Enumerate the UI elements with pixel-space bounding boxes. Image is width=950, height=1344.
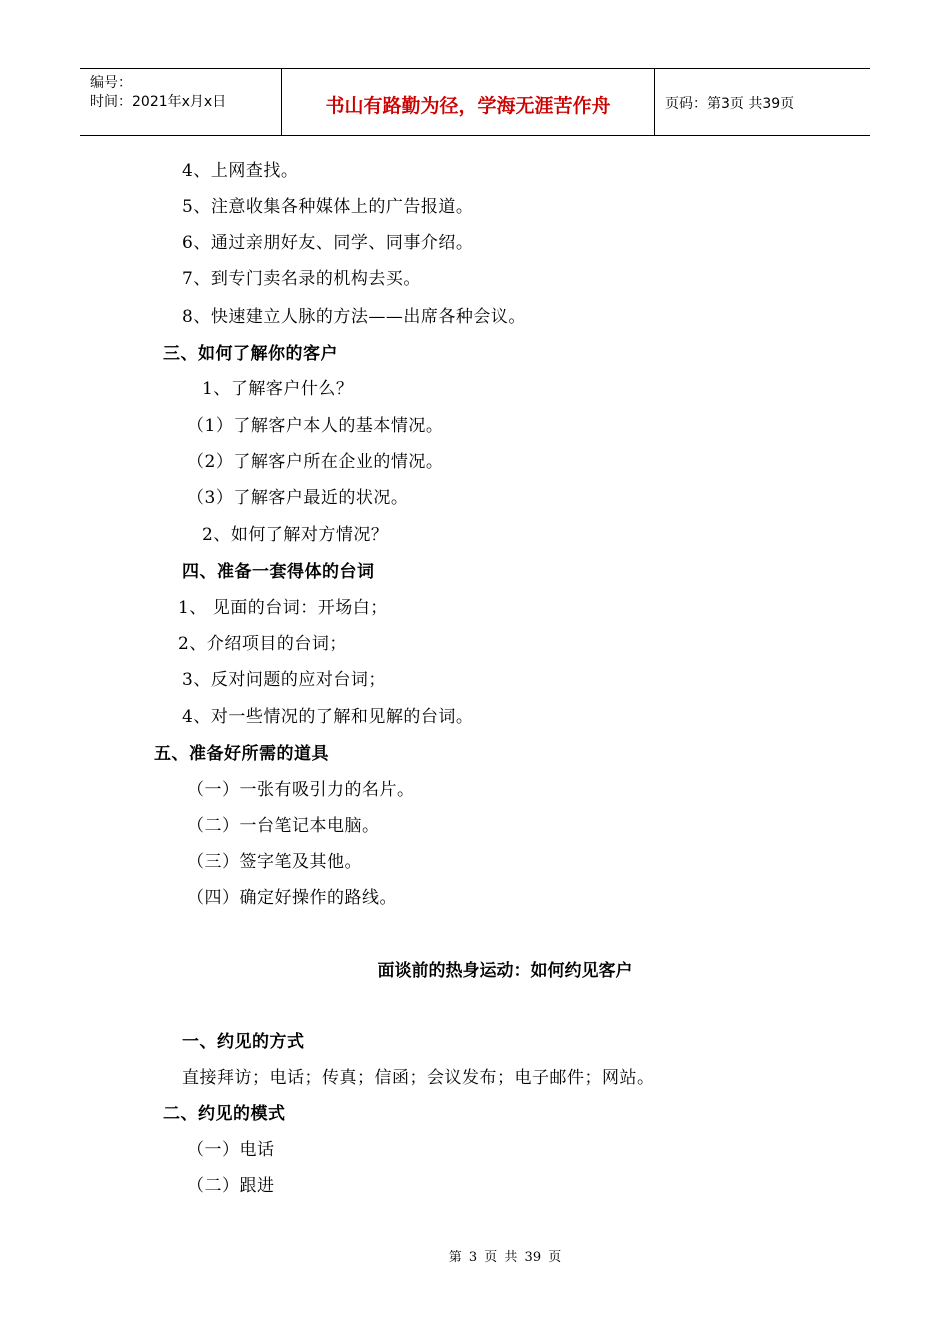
list-item: 4、对一些情况的了解和见解的台词。 — [182, 707, 474, 727]
header-page-cell — [655, 69, 870, 135]
list-item: （一）电话 — [187, 1140, 275, 1160]
list-item: （二）一台笔记本电脑。 — [187, 816, 380, 836]
section-title: 面谈前的热身运动：如何约见客户 — [377, 961, 633, 981]
list-item: 7、到专门卖名录的机构去买。 — [182, 269, 421, 289]
list-item: （四）确定好操作的路线。 — [187, 888, 397, 908]
list-item: 2、介绍项目的台词； — [178, 634, 347, 654]
date-label: 时间：2021年x月x日 — [90, 94, 227, 110]
page-footer: 第 3 页 共 39 页 — [448, 1250, 562, 1265]
section-heading: 一、约见的方式 — [182, 1032, 305, 1052]
list-item: （3）了解客户最近的状况。 — [187, 488, 409, 508]
page-code: 页码：第3页 共39页 — [665, 96, 795, 112]
section-heading: 三、如何了解你的客户 — [163, 344, 338, 364]
list-item: 5、注意收集各种媒体上的广告报道。 — [182, 197, 474, 217]
page-header — [80, 68, 870, 136]
list-item: （二）跟进 — [187, 1176, 275, 1196]
list-item: 4、上网查找。 — [182, 161, 299, 181]
number-label: 编号： — [90, 75, 132, 91]
list-item: 3、反对问题的应对台词； — [182, 670, 386, 690]
list-item: 6、通过亲朋好友、同学、同事介绍。 — [182, 233, 474, 253]
motto-text: 书山有路勤为径，学海无涯苦作舟 — [325, 95, 611, 117]
header-motto-cell — [282, 69, 655, 135]
list-item: 1、了解客户什么？ — [202, 379, 354, 399]
list-item: （一）一张有吸引力的名片。 — [187, 780, 415, 800]
section-heading: 二、约见的模式 — [163, 1104, 286, 1124]
list-item: 1、 见面的台词：开场白； — [178, 598, 388, 618]
list-item: （1）了解客户本人的基本情况。 — [187, 416, 444, 436]
section-heading: 四、准备一套得体的台词 — [182, 562, 375, 582]
header-meta-cell — [80, 69, 282, 135]
list-item: （2）了解客户所在企业的情况。 — [187, 452, 444, 472]
list-item: 8、快速建立人脉的方法——出席各种会议。 — [182, 307, 526, 327]
list-item: 2、如何了解对方情况？ — [202, 525, 389, 545]
section-heading: 五、准备好所需的道具 — [154, 744, 329, 764]
paragraph: 直接拜访；电话；传真；信函；会议发布；电子邮件；网站。 — [182, 1068, 655, 1088]
list-item: （三）签字笔及其他。 — [187, 852, 362, 872]
